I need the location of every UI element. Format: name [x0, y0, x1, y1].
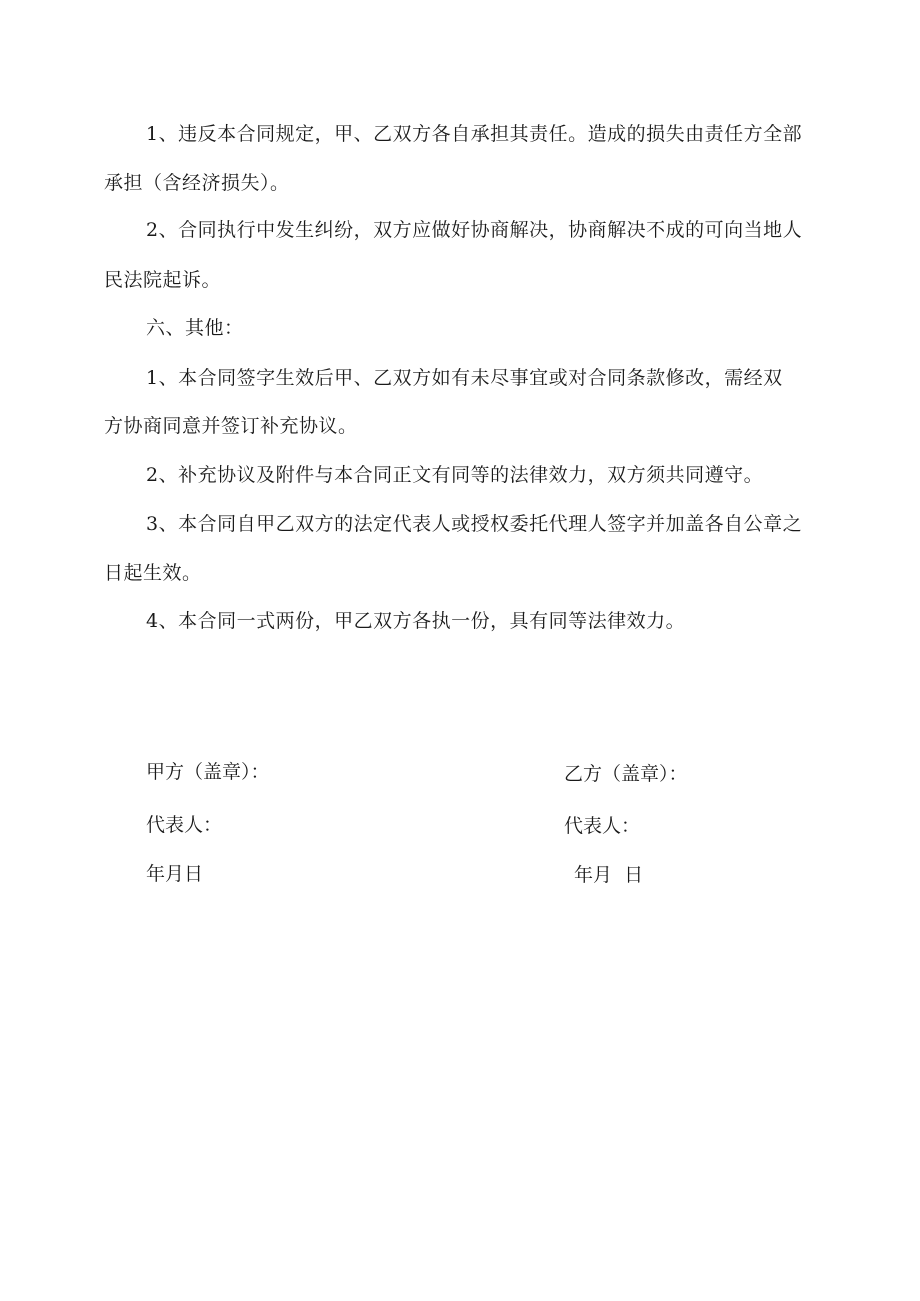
other-item-2-line-1: 2、补充协议及附件与本合同正文有同等的法律效力，双方须共同遵守。 — [146, 464, 764, 486]
other-item-1-line-1: 1、本合同签字生效后甲、乙双方如有未尽事宜或对合同条款修改，需经双 — [146, 367, 783, 389]
section-other-heading: 六、其他： — [146, 317, 244, 339]
clause-1-line-2: 承担（含经济损失）。 — [104, 172, 290, 194]
other-item-3-line-2: 日起生效。 — [104, 562, 202, 584]
clause-2-line-1: 2、合同执行中发生纠纷，双方应做好协商解决，协商解决不成的可向当地人 — [146, 219, 803, 241]
party-b-date-label: 年月 日 — [574, 864, 644, 886]
other-item-3-line-1: 3、本合同自甲乙双方的法定代表人或授权委托代理人签字并加盖各自公章之 — [146, 513, 803, 535]
other-item-1-line-2: 方协商同意并签订补充协议。 — [104, 415, 358, 437]
clause-1-line-1: 1、违反本合同规定，甲、乙双方各自承担其责任。造成的损失由责任方全部 — [146, 123, 803, 145]
other-item-4-line-1: 4、本合同一式两份，甲乙双方各执一份，具有同等法律效力。 — [146, 610, 686, 632]
party-a-date-label: 年月日 — [146, 863, 204, 885]
party-a-representative-label: 代表人： — [146, 814, 223, 836]
clause-2-line-2: 民法院起诉。 — [104, 269, 222, 291]
party-b-representative-label: 代表人： — [564, 815, 641, 837]
party-b-seal-label: 乙方（盖章）： — [564, 763, 688, 785]
party-a-seal-label: 甲方（盖章）： — [146, 761, 270, 783]
